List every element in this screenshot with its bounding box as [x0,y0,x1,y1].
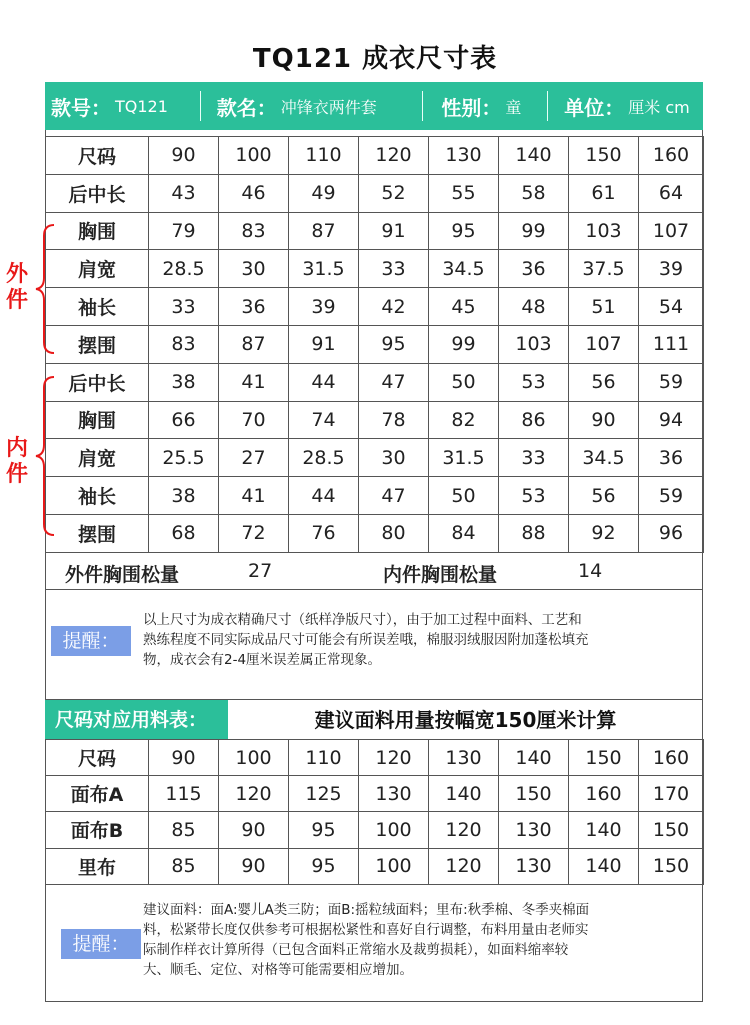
value-cell: 84 [429,514,499,552]
value-cell: 150 [639,812,704,848]
row-label-cell: 胸围 [46,401,149,439]
value-cell: 30 [219,250,289,288]
value-cell: 100 [219,137,289,175]
table-row [46,288,704,326]
value-cell: 58 [499,174,569,212]
value-cell: 45 [429,288,499,326]
value-cell: 42 [359,288,429,326]
inner-bracket [30,374,60,538]
value-cell: 95 [289,848,359,884]
reminder-note-2 [45,884,703,1002]
outer-garment-label: 外件 [5,262,28,313]
value-cell: 120 [429,848,499,884]
value-cell: 110 [289,740,359,776]
outer-ease-value: 27 [248,560,273,582]
value-cell: 41 [219,363,289,401]
table-row [46,401,704,439]
reminder-badge: 提醒： [51,626,131,656]
table-row [46,477,704,515]
value-cell: 125 [289,776,359,812]
value-cell: 48 [499,288,569,326]
value-cell: 56 [569,363,639,401]
fabric-usage-title: 建议面料用量按幅宽150厘米计算 [314,708,617,732]
table-row [46,250,704,288]
row-label-cell: 里布 [46,848,149,884]
value-cell: 91 [289,325,359,363]
value-cell: 30 [359,439,429,477]
inner-garment-label: 内件 [5,436,28,487]
value-cell: 120 [429,812,499,848]
value-cell: 86 [499,401,569,439]
value-cell: 31.5 [289,250,359,288]
table-row [46,325,704,363]
value-cell: 44 [289,363,359,401]
outer-bracket [30,222,60,356]
value-cell: 85 [149,848,219,884]
table-row [46,848,704,884]
value-cell: 120 [359,740,429,776]
gender [423,82,547,130]
value-cell: 72 [219,514,289,552]
value-cell: 25.5 [149,439,219,477]
value-cell: 115 [149,776,219,812]
value-cell: 74 [289,401,359,439]
value-cell: 140 [499,137,569,175]
reminder-note-1 [45,590,703,700]
reminder-badge: 提醒： [61,929,141,959]
table-row [46,514,704,552]
row-label-cell: 面布B [46,812,149,848]
inner-ease-label: 内件胸围松量 [383,564,498,586]
table-row [46,212,704,250]
value-cell: 150 [639,848,704,884]
value-cell: 78 [359,401,429,439]
fabric-usage-tag: 尺码对应用料表： [45,700,228,740]
outer-ease-label: 外件胸围松量 [65,564,180,586]
value-cell: 47 [359,363,429,401]
row-label-cell: 胸围 [46,212,149,250]
value-cell: 88 [499,514,569,552]
value-cell: 52 [359,174,429,212]
value-cell: 76 [289,514,359,552]
inner-ease-value: 14 [578,560,603,582]
value-cell: 70 [219,401,289,439]
note-line: 以上尺寸为成衣精确尺寸（纸样净版尺寸），由于加工过程中面料、工艺和 [143,612,582,628]
value-cell: 91 [359,212,429,250]
style-no-value: TQ121 [115,96,168,116]
row-label-cell: 面布A [46,776,149,812]
value-cell: 79 [149,212,219,250]
value-cell: 90 [569,401,639,439]
value-cell: 111 [639,325,704,363]
value-cell: 103 [499,325,569,363]
value-cell: 68 [149,514,219,552]
value-cell: 140 [499,740,569,776]
gender-key: 性别： [441,95,502,120]
value-cell: 160 [639,740,704,776]
value-cell: 95 [359,325,429,363]
value-cell: 150 [569,137,639,175]
row-label-cell: 后中长 [46,363,149,401]
note-line: 大、顺毛、定位、对格等可能需要相应增加。 [143,962,413,978]
value-cell: 103 [569,212,639,250]
value-cell: 82 [429,401,499,439]
value-cell: 140 [569,848,639,884]
reminder-text [143,610,699,670]
value-cell: 33 [149,288,219,326]
value-cell: 36 [639,439,704,477]
style-no [45,82,200,130]
value-cell: 83 [149,325,219,363]
note-line: 际制作样衣计算所得（已包含面料正常缩水及裁剪损耗），如面料缩率较 [143,942,569,958]
value-cell: 38 [149,477,219,515]
value-cell: 43 [149,174,219,212]
fabric-usage-bar [45,700,703,740]
value-cell: 56 [569,477,639,515]
value-cell: 99 [429,325,499,363]
size-table [45,136,704,553]
value-cell: 53 [499,477,569,515]
value-cell: 130 [499,848,569,884]
value-cell: 90 [149,137,219,175]
value-cell: 34.5 [429,250,499,288]
note-line: 熟练程度不同实际成品尺寸可能会有所误差哦，棉服羽绒服因附加蓬松填充 [143,632,589,648]
value-cell: 130 [429,740,499,776]
style-name-value: 冲锋衣两件套 [280,97,377,117]
row-label-cell: 袖长 [46,477,149,515]
value-cell: 120 [359,137,429,175]
table-header-row [46,740,704,776]
value-cell: 107 [639,212,704,250]
value-cell: 38 [149,363,219,401]
value-cell: 95 [289,812,359,848]
value-cell: 34.5 [569,439,639,477]
value-cell: 80 [359,514,429,552]
value-cell: 94 [639,401,704,439]
value-cell: 83 [219,212,289,250]
table-row [46,439,704,477]
table-header-row [46,137,704,175]
row-label-cell: 肩宽 [46,250,149,288]
row-label-cell: 摆围 [46,514,149,552]
value-cell: 46 [219,174,289,212]
value-cell: 47 [359,477,429,515]
table-row [46,363,704,401]
value-cell: 130 [429,137,499,175]
value-cell: 61 [569,174,639,212]
value-cell: 50 [429,363,499,401]
chest-ease-row [45,552,703,590]
value-cell: 107 [569,325,639,363]
style-no-key: 款号： [51,95,111,120]
value-cell: 33 [359,250,429,288]
value-cell: 95 [429,212,499,250]
value-cell: 100 [359,848,429,884]
unit-value: 厘米 cm [628,97,690,117]
value-cell: 36 [219,288,289,326]
page-title: TQ121 成衣尺寸表 [252,44,498,74]
value-cell: 170 [639,776,704,812]
row-label-cell: 后中长 [46,174,149,212]
style-name-key: 款名： [216,95,277,120]
gender-value: 童 [505,97,522,117]
value-cell: 85 [149,812,219,848]
note-line: 物，成衣会有2-4厘米误差属正常现象。 [143,652,382,668]
value-cell: 55 [429,174,499,212]
value-cell: 87 [289,212,359,250]
value-cell: 160 [639,137,704,175]
value-cell: 100 [359,812,429,848]
value-cell: 27 [219,439,289,477]
row-label-cell: 肩宽 [46,439,149,477]
value-cell: 39 [639,250,704,288]
value-cell: 28.5 [289,439,359,477]
value-cell: 120 [219,776,289,812]
value-cell: 100 [219,740,289,776]
reminder-text [143,900,703,980]
value-cell: 59 [639,363,704,401]
note-line: 建议面料：面A:婴儿A类三防；面B:摇粒绒面料；里布:秋季棉、冬季夹棉面 [143,902,590,918]
fabric-table [45,739,704,885]
info-header-bar [45,82,703,130]
value-cell: 36 [499,250,569,288]
value-cell: 31.5 [429,439,499,477]
unit [548,82,703,130]
value-cell: 90 [149,740,219,776]
value-cell: 37.5 [569,250,639,288]
value-cell: 92 [569,514,639,552]
unit-key: 单位： [564,95,625,120]
value-cell: 99 [499,212,569,250]
value-cell: 150 [569,740,639,776]
value-cell: 49 [289,174,359,212]
value-cell: 90 [219,812,289,848]
value-cell: 110 [289,137,359,175]
value-cell: 54 [639,288,704,326]
value-cell: 150 [499,776,569,812]
table-row [46,174,704,212]
table-row [46,812,704,848]
value-cell: 50 [429,477,499,515]
row-label-cell: 尺码 [46,740,149,776]
value-cell: 140 [429,776,499,812]
value-cell: 44 [289,477,359,515]
value-cell: 28.5 [149,250,219,288]
value-cell: 96 [639,514,704,552]
table-row [46,776,704,812]
row-label-cell: 尺码 [46,137,149,175]
value-cell: 33 [499,439,569,477]
value-cell: 140 [569,812,639,848]
value-cell: 130 [499,812,569,848]
value-cell: 66 [149,401,219,439]
note-line: 料，松紧带长度仅供参考可根据松紧性和喜好自行调整，布料用量由老师实 [143,922,589,938]
value-cell: 87 [219,325,289,363]
value-cell: 90 [219,848,289,884]
value-cell: 64 [639,174,704,212]
value-cell: 39 [289,288,359,326]
value-cell: 51 [569,288,639,326]
value-cell: 53 [499,363,569,401]
value-cell: 130 [359,776,429,812]
value-cell: 59 [639,477,704,515]
value-cell: 41 [219,477,289,515]
value-cell: 160 [569,776,639,812]
style-name [201,82,423,130]
row-label-cell: 袖长 [46,288,149,326]
row-label-cell: 摆围 [46,325,149,363]
